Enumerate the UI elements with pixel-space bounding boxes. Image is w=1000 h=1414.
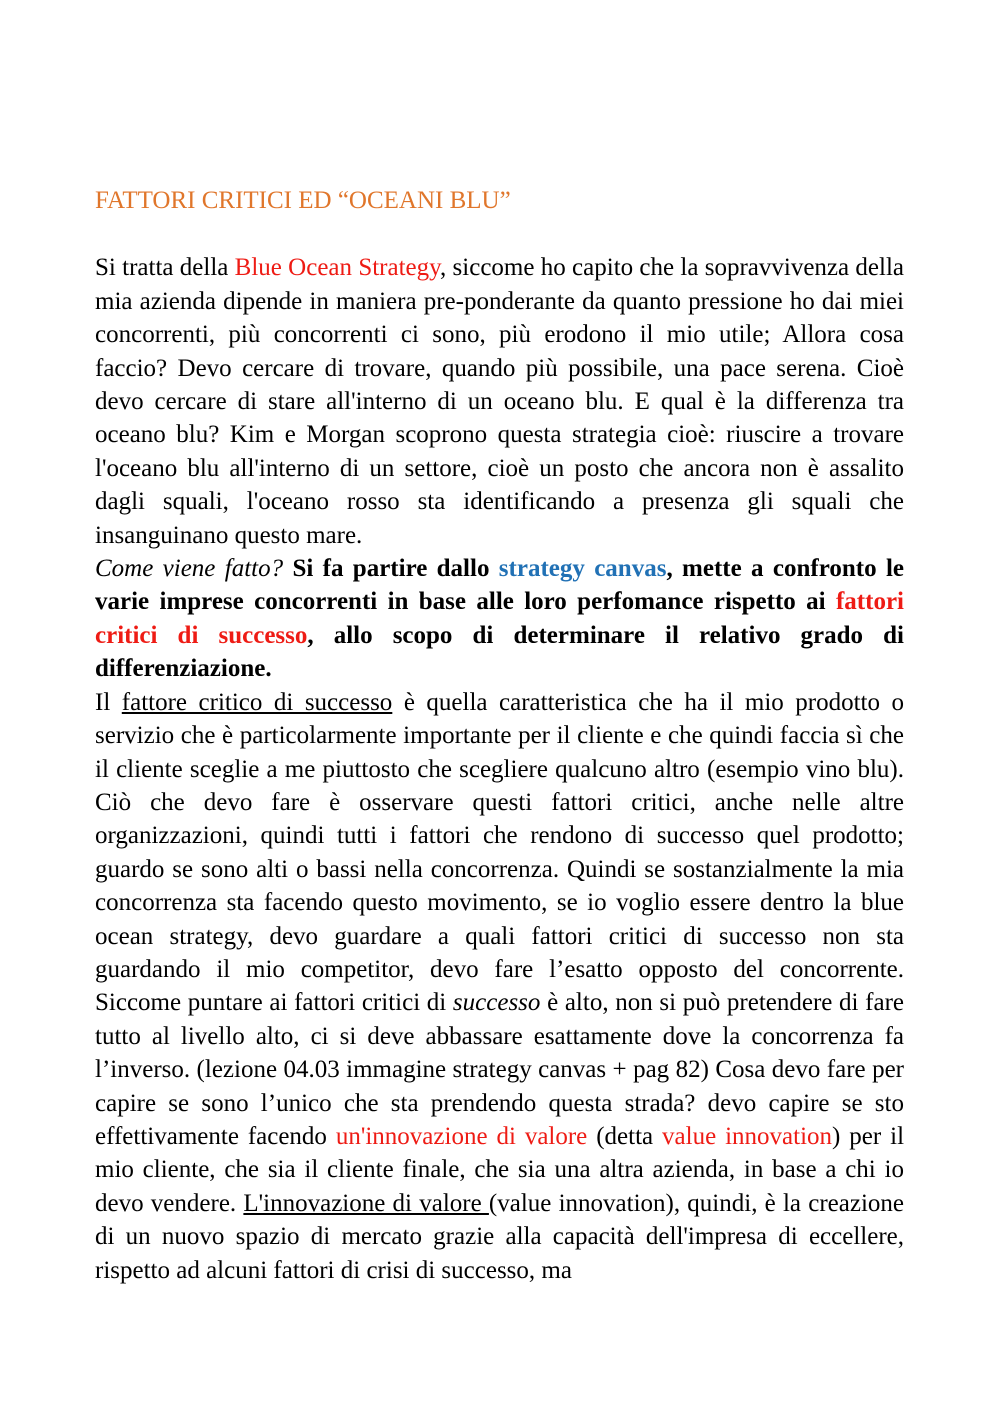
underlined-fattore-critico: fattore critico di successo [121, 688, 393, 716]
italic-successo: successo [452, 989, 541, 1017]
text-run: è quella caratteristica che ha il mio prodotto o servizio che è particolarmente importante per il cliente e che quindi faccia sì che il cliente sceglie a me piuttosto che scegliere qualcuno altro (esempio vino blu). Ciò che devo fare è osservare questi fattori critici, anche nelle altre organizzazioni, quindi tutti i fattori che rendono di successo quel prodotto; guardo se sono alti o bassi nella concorrenza. Quindi se sostanzialmente la mia concorrenza sta facendo questo movimento, se io voglio essere dentro la blue ocean strategy, devo guardare a quali fattori critici di successo non sta guardando il mio competitor, devo fare l’esatto opposto del concorrente. Siccome puntare ai fattori critici di [95, 688, 904, 1017]
paragraph-strategy-canvas [95, 552, 904, 686]
highlight-blue-ocean-strategy: Blue Ocean Strategy [234, 254, 441, 282]
document-page [95, 184, 904, 1287]
text-run: (detta [587, 1122, 663, 1150]
text-run: ) per il mio cliente, che sia il cliente finale, che sia una altra azienda, in base a chi io devo vendere. [95, 1122, 905, 1217]
highlight-innovazione-valore: un'innovazione di valore [335, 1122, 588, 1150]
highlight-value-innovation: value innovation [662, 1122, 833, 1150]
underlined-innovazione-valore: L'innovazione di valore [243, 1189, 489, 1217]
text-run: Il [95, 688, 122, 716]
text-run: , siccome ho capito che la sopravvivenza della mia azienda dipende in maniera pre-ponderante da quanto pressione ho dai miei concorrenti, più concorrenti ci sono, più erodono il mio utile; Allora cosa faccio? Devo cercare di trovare, quando più possibile, una pace serena. Cioè devo cercare di stare all'interno di un oceano blu. E qual è la differenza tra oceano blu? Kim e Morgan scoprono questa strategia cioè: riuscire a trovare l'oceano blu all'interno di un settore, cioè un posto che ancora non è assalito dagli squali, l'oceano rosso sta identificando a presenza gli squali che insanguinano questo mare. [95, 254, 905, 549]
highlight-fattori-critici: fattori critici di successo [95, 588, 904, 649]
bold-run: , allo scopo di determinare il relativo grado di differenziazione. [95, 621, 904, 683]
paragraph-blue-ocean-intro [95, 251, 904, 552]
text-run: (value innovation), quindi, è la creazione di un nuovo spazio di mercato grazie alla capacità dell'impresa di eccellere, rispetto ad alcuni fattori di crisi di successo, ma [95, 1189, 904, 1284]
text-run: è alto, non si può pretendere di fare tutto al livello alto, ci si deve abbassare esattamente dove la concorrenza fa l’inverso. (lezione 04.03 immagine strategy canvas + pag 82) Cosa devo fare per capire se sono l’unico che sta prendendo questa strada? devo capire se sto effettivamente facendo [95, 989, 905, 1150]
highlight-strategy-canvas: strategy canvas [498, 555, 667, 583]
paragraph-spacer [95, 217, 904, 251]
text-run: Si tratta della [95, 254, 235, 282]
bold-run: , mette a confronto le varie imprese concorrenti in base alle loro perfomance rispetto ai [95, 555, 904, 616]
bold-run: Si fa partire dallo [292, 555, 499, 583]
paragraph-fattore-critico [95, 686, 904, 1287]
document-title: FATTORI CRITICI ED “OCEANI BLU” [95, 187, 511, 214]
question-italic: Come viene fatto? [95, 555, 284, 583]
